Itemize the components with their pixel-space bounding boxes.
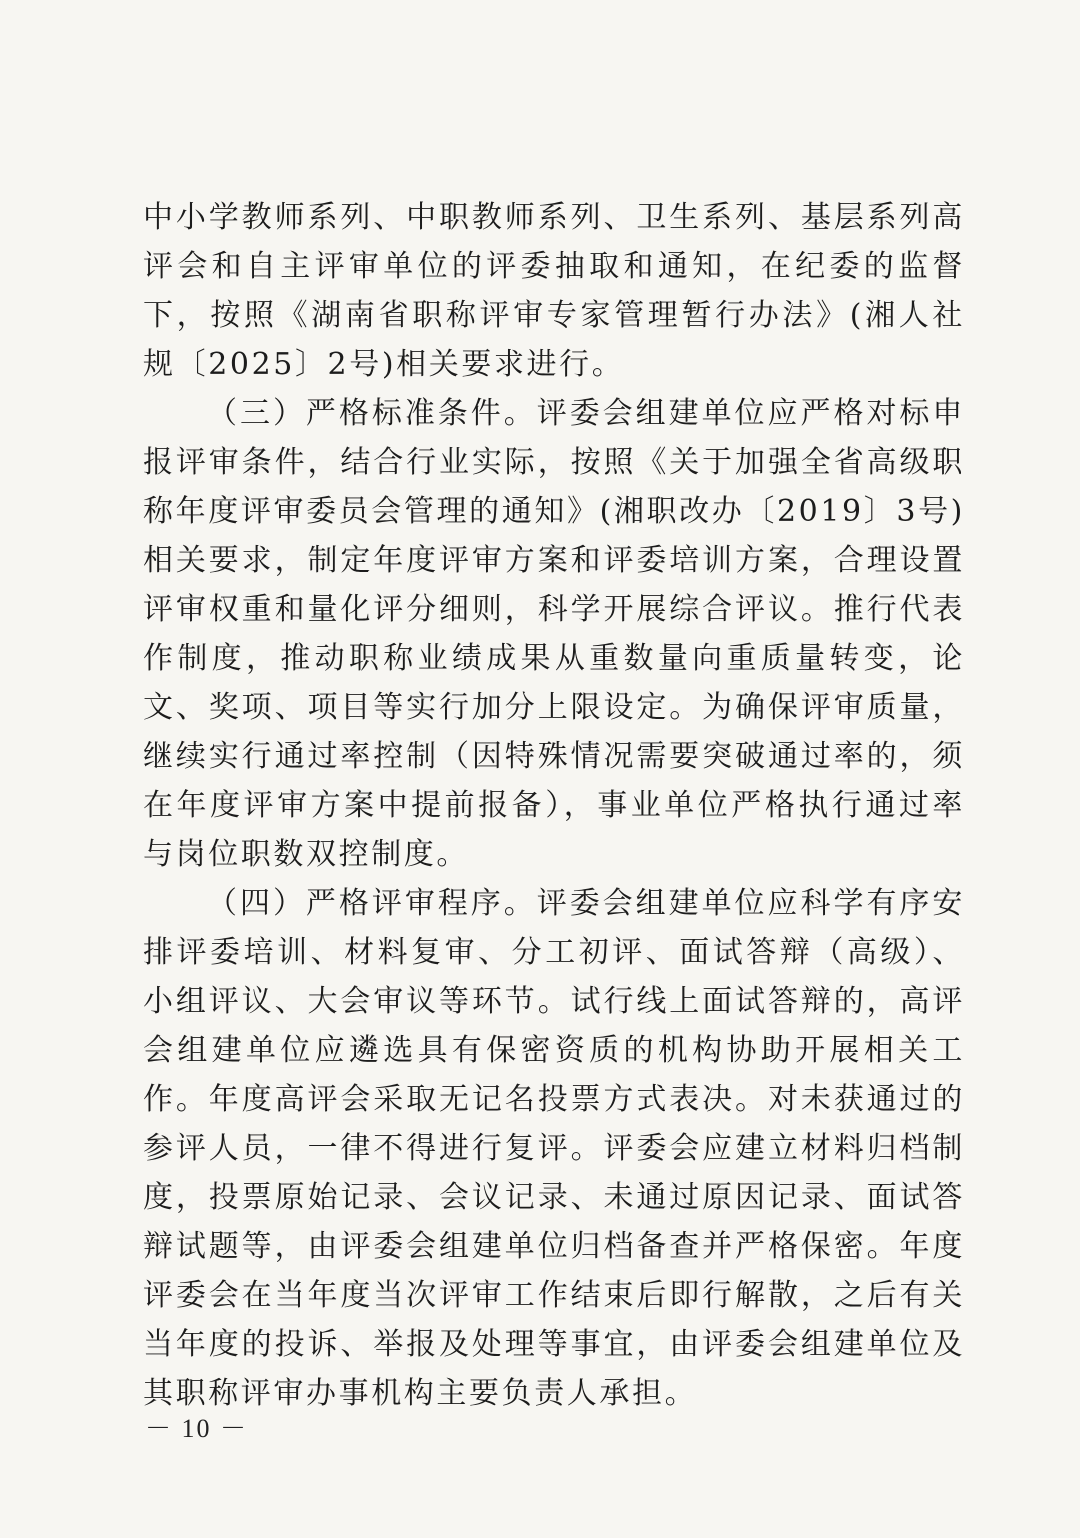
paragraph-section-three: （三）严格标准条件。评委会组建单位应严格对标申报评审条件，结合行业实际，按照《关于加强全省高级职称年度评审委员会管理的通知》(湘职改办〔2019〕3号)相关要求，制定年度评审方案和评委培训方案，合理设置评审权重和量化评分细则，科学开展综合评议。推行代表作制度，推动职称业绩成果从重数量向重质量转变，论文、奖项、项目等实行加分上限设定。为确保评审质量，继续实行通过率控制（因特殊情况需要突破通过率的，须在年度评审方案中提前报备），事业单位严格执行通过率与岗位职数双控制度。 [143,396,965,872]
paragraph-section-four: （四）严格评审程序。评委会组建单位应科学有序安排评委培训、材料复审、分工初评、面试答辩（高级）、小组评议、大会审议等环节。试行线上面试答辩的，高评会组建单位应遴选具有保密资质的机构协助开展相关工作。年度高评会采取无记名投票方式表决。对未获通过的参评人员，一律不得进行复评。评委会应建立材料归档制度，投票原始记录、会议记录、未通过原因记录、面试答辩试题等，由评委会组建单位归档备查并严格保密。年度评委会在当年度当次评审工作结束后即行解散，之后有关当年度的投诉、举报及处理等事宜，由评委会组建单位及其职称评审办事机构主要负责人承担。 [143,886,965,1411]
paragraph-continuation: 中小学教师系列、中职教师系列、卫生系列、基层系列高评会和自主评审单位的评委抽取和通知，在纪委的监督下，按照《湖南省职称评审专家管理暂行办法》(湘人社规〔2025〕2号)相关要求进行。 [143,200,965,382]
page-number: － 10 － [145,1414,249,1443]
document-body [143,193,965,1418]
